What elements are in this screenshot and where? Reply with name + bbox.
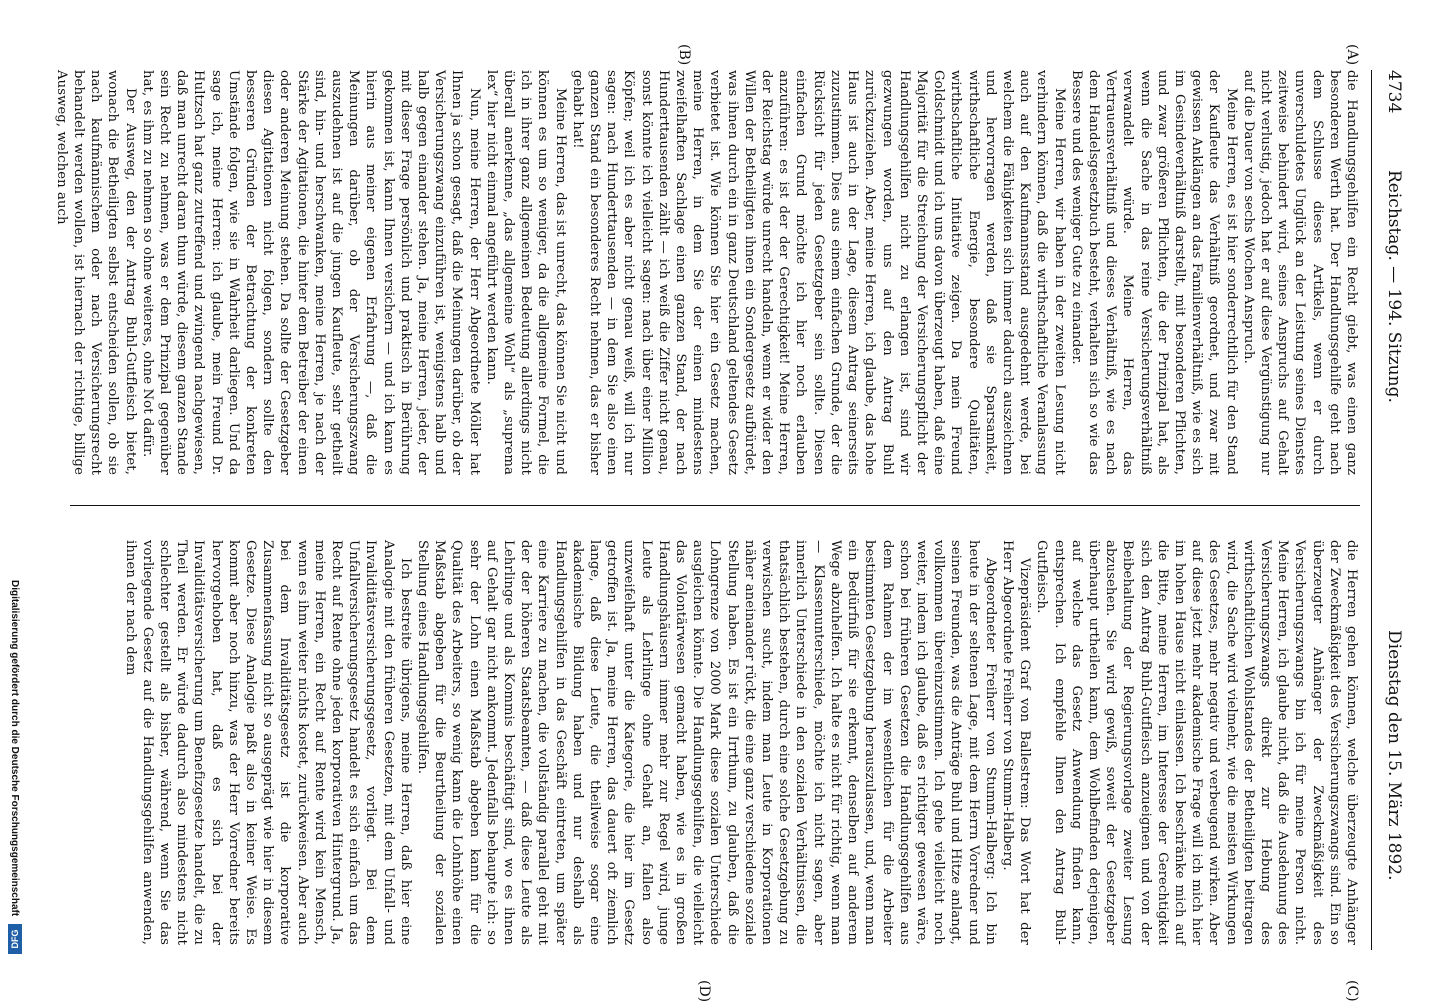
left-column (53, 70, 1360, 475)
paragraph: Ich bestreite übrigens, meine Herren, daß hier eine Analogie mit den früheren Gesetzen, mit dem Unfall- und Invaliditätsversicherungsgesetz, vorliegt. Bei dem Unfallversicherungsgesetz handelt es sich einfach um das Recht auf Rente ohne jeden korporativen Hintergrund. Ja, meine Herren, ein Recht auf Rente wird kein Mensch, wenn es ihm weiter nichts kostet, zurückweisen. Aber auch bei dem Invaliditätsgesetz ist die korporative Zusammenfassung nicht so ausgeprägt wie hier in diesem Gesetze. Diese Analogie paßt also in keiner Weise. Es kommt aber noch hinzu, was der Herr Vorredner bereits hervorgehoben hat, daß es sich bei der Invaliditätsversicherung um Benefizgesetze handelt, die zu Theil werden. Er würde dadurch also mindestens nicht schlechter gestellt als bisher, während, wenn Sie das vorliegende Gesetz auf die Handlungsgehilfen anwenden, ihnen der nach dem (122, 540, 413, 945)
session-title: Reichstag. — 194. Sitzung. (1384, 170, 1404, 403)
paragraph: die Handlungsgehilfen ein Recht giebt, was einen ganz besonderen Werth hat. Der Handlungsgehilfe geht nach dem Schlusse dieses Artikels, wenn er durch unverschuldetes Unglück an der Leistung seines Dienstes zeitweise behindert wird, seines Anspruchs auf Gehalt nicht verlustig, jedoch hat er auf diese Vergünstigung nur auf die Dauer von sechs Wochen Anspruch. (1240, 70, 1359, 475)
session-date: Dienstag den 15. März 1892. (1384, 630, 1404, 881)
header-rule (1371, 70, 1372, 950)
paragraph: Nun, meine Herren, der Herr Abgeordnete Möller hat Ihnen ja schon gesagt, daß die Meinungen darüber, ob der Versicherungszwang einzuführen ist, wenigstens halb und halb gegen einander stehen. Ja, meine Herren, jeder, der mit dieser Frage persönlich und praktisch in Berührung gekommen ist, kann Ihnen versichern — und ich kann es hierin aus meiner eigenen Erfahrung —, daß die Meinungen darüber, ob der Versicherungszwang auszudehnen ist auf die jungen Kaufleute, sehr getheilt sind, hin- und herschwanken, meine Herren, je nach der Stärke der Agitationen, die hinter dem Betreiber der einen oder anderen Meinung stehen. Da sollte der Gesetzgeber diesen Agitationen nicht folgen, sondern sollte den besseren Gründen der Betrachtung der konkreten Umstände folgen, wie sie in Wahrheit darliegen. Und da sage ich, meine Herren: ich glaube, mein Freund Dr. Hultzsch hat ganz zutreffend und zwingend nachgewiesen, daß man unrecht daran thun würde, diesem ganzen Stande sein Recht zu nehmen, was er dem Prinzipal gegenüber hat, es ihm zu nehmen so ohne weiteres, ohne Not dafür. (139, 70, 482, 475)
margin-marker-d: (D) (696, 980, 712, 1002)
column-divider (70, 505, 1360, 506)
margin-marker-c: (C) (1344, 980, 1360, 1002)
page-number: 4734 (1384, 70, 1404, 114)
page-header (1378, 70, 1404, 950)
paragraph: Meine Herren, es ist hier sonderrechtlich für den Stand der Kaufleute das Verhältniß geordnet, und zwar mit gewissen Anklängen an das Familienverhältniß, wie es sich im Gesindeverhältniß darstellt, mit besonderen Pflichten, und zwar größeren Pflichten, die der Prinzipal hat, als wenn die Sache in das reine Versicherungsverhältniß verwandelt würde. Meine Herren, das Vertrauensverhältniß und dieses Verhältniß, wie es nach dem Handelsgesetzbuch besteht, verhalten sich so wie das Bessere und des weniger Gute zu einander. (1068, 70, 1239, 475)
right-column (60, 540, 1360, 945)
dfg-logo: DFG (8, 924, 22, 954)
paragraph: Abgeordneter Freiherr von Stumm-Halberg: Ich bin heute in der seltenen Lage, mit dem Herrn Vorredner und seinen Freunden, was die Anträge Buhl und Hitze anlangt, vollkommen übereinzustimmen. Ich gehe vielleicht noch weiter, indem ich glaube, daß es richtiger gewesen wäre, schon bei früheren Gesetzen die Handlungsgehilfen aus dem Rahmen der im wesentlichen für die Arbeiter bestimmten Gesetzgebung herauszulassen, und, wenn man ein Bedürfniß für sie erkennt, denselben auf anderem Wege abzuhelfen. Ich halte es nicht für richtig, wenn man — Klassenunterschiede, möchte ich nicht sagen, aber innerlich Unterschiede in den sozialen Verhältnissen, die thatsächlich bestehen, durch eine solche Gesetzgebung zu verwischen sucht, indem man Leute in Korporationen näher aneinander rückt, die eine ganz verschiedene soziale Stellung haben. Es ist ein Irrthum, zu glauben, daß die Lohngrenze von 2000 Mark diese sozialen Unterschiede ausgleichen könnte. Die Handlungsgehilfen, die vielleicht das Volontärwesen gemacht haben, wie es in großen Handlungshäusern immer mehr zur Regel wird, junge Leute als Lehrlinge ohne Gehalt an, fallen also unzweifelhaft unter die Kategorie, die hier im Gesetz getroffen ist. Ja, meine Herren, das dauert oft ziemlich lange, daß diese Leute, die theilweise sogar eine akademische Bildung haben und nur deshalb als Handlungsgehilfen in das Geschäft eintreten, um später eine Karriere zu machen, die vollständig parallel geht mit der der höheren Staatsbeamten, — daß diese Leute als Lehrlinge und als Kommis beschäftigt sind, wo es ihnen auf Gehalt gar nicht ankommt. Jedenfalls behaupte ich: so sehr der Lohn einen Maßstab abgeben kann für die Qualität des Arbeiters, so wenig kann die Lohnhöhe einen Maßstab abgeben für die Beurtheilung der sozialen Stellung eines Handlungsgehilfen. (415, 540, 998, 945)
paragraph: Meine Herren, das ist unrecht, das können Sie nicht und können es um so weniger, da die allgemeine Formel, die ich in ihrer ganz allgemeinen Bedeutung allerdings nicht überall anerkenne, „das allgemeine Wohl“ als „suprema lex“ hier nicht einmal angeführt werden kann. (483, 70, 568, 475)
paragraph: Der Ausweg, den der Antrag Buhl-Gutfleisch bietet, wonach die Betheiligten selbst entscheiden sollen, ob sie nach kaufmännischem oder nach Versicherungsrecht behandelt werden wollen, ist hiernach der richtige, billige Ausweg, welchen auch (53, 70, 138, 475)
margin-marker-a: (A) (1344, 44, 1360, 66)
digitization-footer (5, 580, 25, 980)
paragraph: Meine Herren, wir haben in der zweiten Lesung nicht verhindern können, daß die wirthschaftliche Veranlassung auch auf den Kaufmannsstand ausgedehnt werde, bei welchem die Fähigkeiten sich immer dadurch auszeichnen und hervorragen werden, daß sie Sparsamkeit, wirthschaftliche Energie, besondere Qualitäten, wirthschaftliche Initiative zeigen. Da mein Freund Goldschmidt und ich uns davon überzeugt haben, daß eine Majorität für die Streichung der Versicherungspflicht der Handlungsgehilfen nicht zu erlangen ist, sind wir gezwungen worden, uns auf den Antrag Buhl zurückzuziehen. Aber, meine Herren, ich glaube, das hohe Haus ist auch in der Lage, diesem Antrag seinerseits zuzustimmen. Dies aus einem einfachen Grunde, der die Rücksicht für jeden Gesetzgeber sein sollte. Diesen einfachen Grund möchte ich hier noch erlauben anzuführen: es ist der der Gerechtigkeit! Meine Herren, der Reichstag würde unrecht handeln, wenn er wider den Willen der Betheiligten ihnen ein Sondergesetz aufbürdet, was ihnen durch ein in ganz Deutschland geltendes Gesetz verbietet ist. Wie können Sie hier ein Gesetz machen, meine Herren, in dem Sie der einen mindestens zweifelhaften Sachlage einen ganzen Stand, der nach Hunderttausenden zählt — ich weiß die Ziffer nicht genau, sonst könnte ich vielleicht sagen: nach über einer Million Köpfen; weil ich es aber nicht genau weiß, will ich nur sagen: nach Hunderttausenden — in dem Sie also einen ganzen Stand ein besonderes Recht nehmen, das er bisher gehabt hat! (569, 70, 1067, 475)
paragraph: die Herren gehen können, welche überzeugte Anhänger der Zweckmäßigkeit des Versicherungszwangs sind. Ein so überzeugter Anhänger der Zweckmäßigkeit des Versicherungszwangs bin ich für meine Person nicht. Meine Herren, ich glaube nicht, daß die Ausdehnung des Versicherungszwangs direkt zur Hebung des wirthschaftlichen Wohlstandes der Betheiligten beitragen wird, die Sache wird vielmehr, wie die meisten Wirkungen des Gesetzes, mehr negativ und verbeugend wirken. Aber auf diese jetzt mehr akademische Frage will ich mich hier im hohen Hause nicht einlassen. Ich beschränke mich auf die Bitte, meine Herren, im Interesse der Gerechtigkeit sich den Antrag Buhl-Gutfleisch anzueignen und von der Beibehaltung der Regierungsvorlage zweiter Lesung abzusehen. Sie wird gewiß, soweit der Gesetzgeber überhaupt urtheilen kann, dem Wohlbefinden derjenigen, auf welche das Gesetz Anwendung finden kann, entsprechen. Ich empfehle Ihnen den Antrag Buhl-Gutfleisch. (1034, 540, 1359, 945)
digitization-note: Digitalisierung gefördert durch die Deutsche Forschungsgemeinschaft (9, 580, 21, 917)
paragraph: Vizepräsident Graf von Ballestrem: Das Wort hat der Herr Abgeordnete Freiherr von Stumm-Halberg. (999, 540, 1033, 945)
margin-marker-b: (B) (676, 44, 692, 66)
